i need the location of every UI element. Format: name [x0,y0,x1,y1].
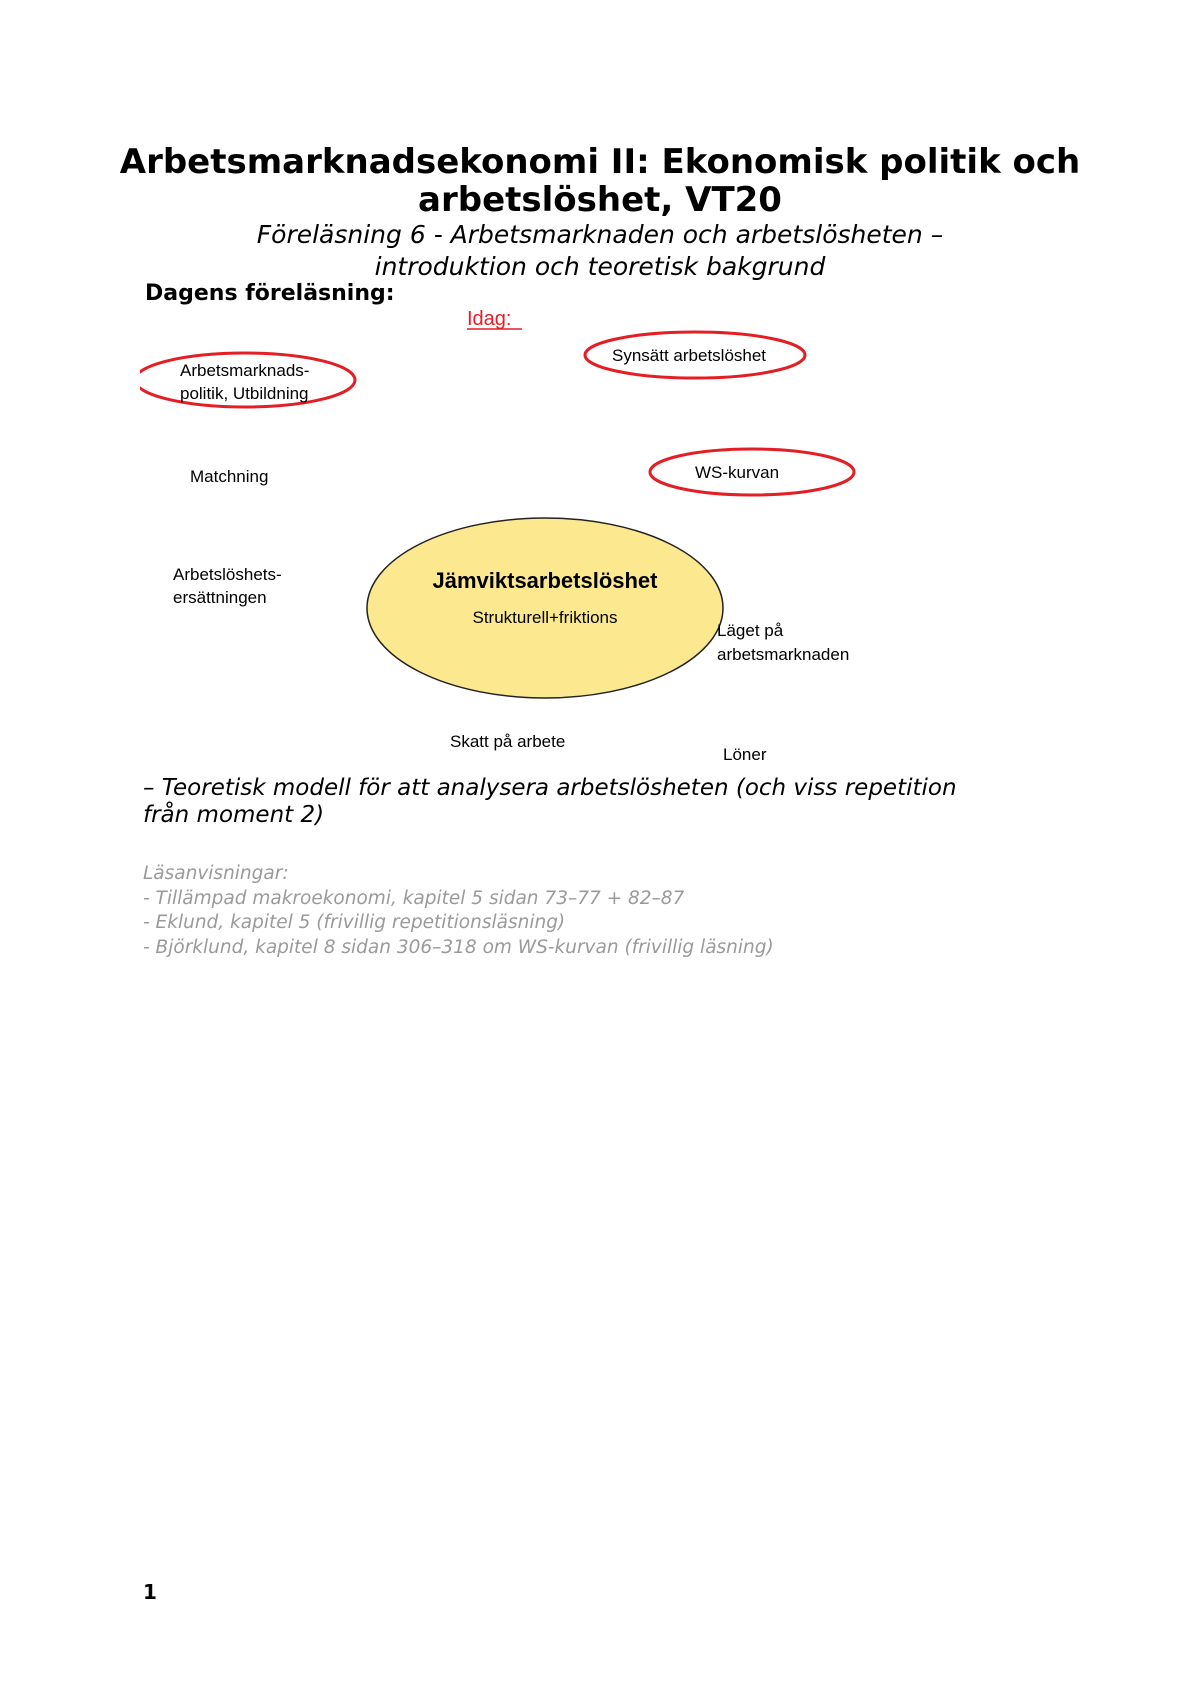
lecture-subtitle-line-1: Föreläsning 6 - Arbetsmarknaden och arbetslösheten – [256,220,944,249]
lecture-subtitle-line-2: introduktion och teoretisk bakgrund [374,252,826,281]
ws-label: WS-kurvan [695,463,780,482]
reading-item: - Björklund, kapitel 8 sidan 306–318 om WS-kurvan (frivillig läsning) [143,936,774,958]
loner-label: Löner [723,745,767,764]
reading-item: - Eklund, kapitel 5 (frivillig repetitionsläsning) [143,912,566,933]
laget-label-line-2: arbetsmarknaden [717,645,850,664]
summary-text [143,775,1043,829]
center-subtitle: Strukturell+friktions [472,608,618,627]
lecture-concept-diagram [140,305,900,765]
ersattning-label-line-1: Arbetslöshets- [173,565,282,584]
reading-item: - Tillämpad makroekonomi, kapitel 5 sidan 73–77 + 82–87 [143,887,685,909]
ersattning-label-line-2: ersättningen [173,588,267,607]
summary-line-2: från moment 2) [143,802,325,828]
section-heading: Dagens föreläsning: [145,281,395,306]
amp-label-line-1: Arbetsmarknads- [180,361,310,380]
skatt-label: Skatt på arbete [450,732,566,751]
page-number: 1 [143,1580,157,1604]
center-title: Jämviktsarbetslöshet [432,568,658,593]
synsatt-label: Synsätt arbetslöshet [612,346,767,365]
matchning-label: Matchning [190,467,269,486]
amp-label-line-2: politik, Utbildning [180,384,309,403]
reading-instructions [143,862,1043,960]
summary-line-1: – Teoretisk modell för att analysera arbetslösheten (och viss repetition [143,775,957,801]
laget-label-line-1: Läget på [717,621,784,640]
document-title-line-1: Arbetsmarknadsekonomi II: Ekonomisk politik och [119,142,1081,182]
document-title-line-2: arbetslöshet, VT20 [418,180,782,220]
reading-heading: Läsanvisningar: [143,863,289,884]
idag-label: Idag: [467,308,512,330]
